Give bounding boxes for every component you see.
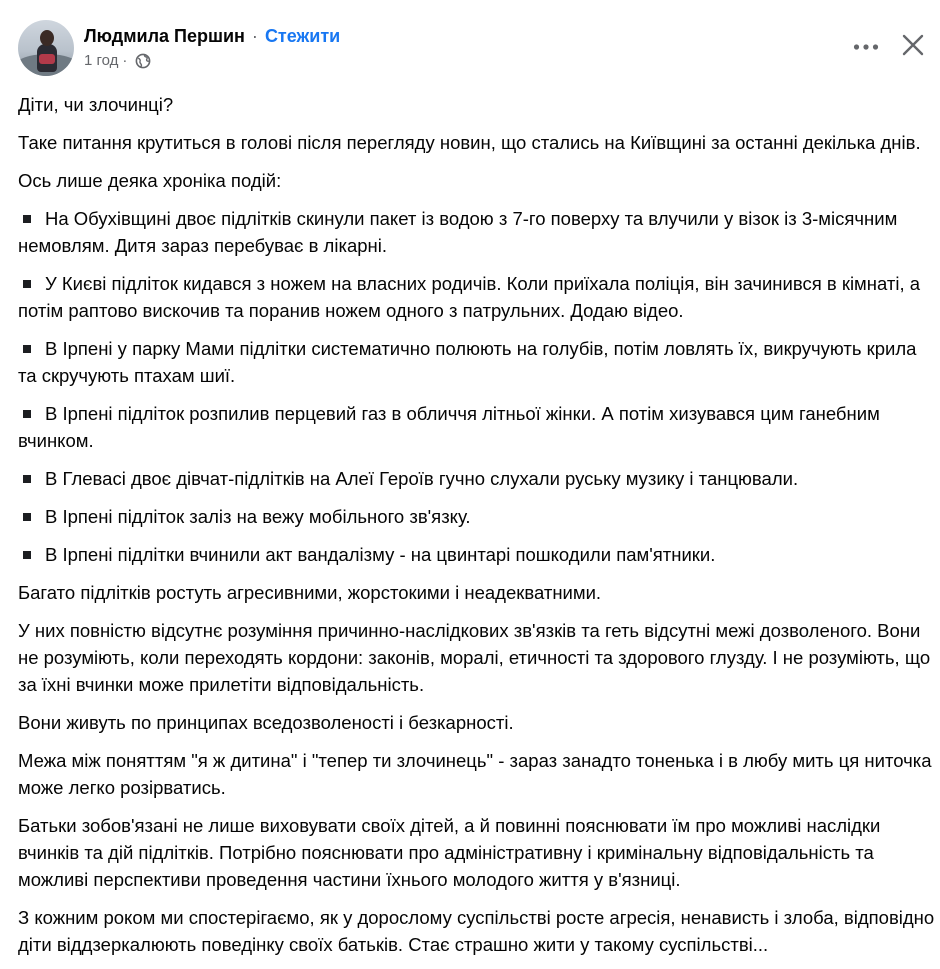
list-item-text: У Києві підліток кидався з ножем на власних родичів. Коли приїхала поліція, він зачинився в кімнаті, а потім раптово вискочив та поранив ножем одного з патрульних. Додаю відео. [18,273,921,321]
list-item-text: В Ірпені підліток заліз на вежу мобільного зв'язку. [45,506,471,527]
avatar-figure-head [40,30,54,46]
list-item [18,541,936,568]
bullet-square-icon [23,280,31,288]
meta-separator: · [122,52,128,69]
more-options-button[interactable] [848,32,884,62]
close-button[interactable] [896,30,930,64]
post-paragraph-5: У них повністю відсутнє розуміння причинно-наслідкових зв'язків та геть відсутні межі дозволеного. Вони не розуміють, коли переходять кордони: законів, моралі, етичності та здорового глузду. І не розуміють, що за їхні вчинки може прилетіти відповідальність. [18,620,931,695]
name-separator: · [251,26,258,46]
avatar-figure-scarf [39,54,55,64]
bullet-square-icon [23,513,31,521]
bullet-square-icon [23,551,31,559]
list-item-text: В Ірпені у парку Мами підлітки систематично полюють на голубів, потім ловлять їх, викручують крила та скручують птахам шиї. [18,338,917,386]
post-paragraph-8: Батьки зобов'язані не лише виховувати своїх дітей, а й повинні пояснювати їм про можливі наслідки вчинків та дій підлітків. Потрібно пояснювати про адміністративну і кримінальну відповідальність та можливі перспективи проведення частини їхнього молодого життя у в'язниці. [18,815,881,890]
author-line [84,24,340,48]
list-item-text: В Ірпені підлітки вчинили акт вандалізму - на цвинтарі пошкодили пам'ятники. [45,544,716,565]
post-paragraph-6: Вони живуть по принципах вседозволеності і безкарності. [18,712,514,733]
post-timestamp[interactable]: 1 год [84,52,119,69]
list-item-text: В Глевасі двоє дівчат-підлітків на Алеї Героїв гучно слухали руську музику і танцювали. [45,468,799,489]
avatar[interactable] [18,20,74,76]
list-item [18,465,936,492]
more-dots-icon [853,38,879,56]
list-item [18,205,936,259]
list-item [18,270,936,324]
bullet-square-icon [23,345,31,353]
follow-button[interactable]: Стежити [264,26,341,46]
bullet-square-icon [23,410,31,418]
post-paragraph-2: Таке питання крутиться в голові після перегляду новин, що стались на Київщині за останні декілька днів. [18,132,921,153]
post-paragraph-4: Багато підлітків ростуть агресивними, жорстокими і неадекватними. [18,582,602,603]
list-item-text: На Обухівщині двоє підлітків скинули пакет із водою з 7-го поверху та влучили у візок із 3-місячним немовлям. Дитя зараз перебуває в лікарні. [18,208,898,256]
post-paragraph-7: Межа між поняттям "я ж дитина" і "тепер ти злочинець" - зараз занадто тоненька і в любу мить ця ниточка може легко розірватись. [18,750,932,798]
globe-icon[interactable] [135,53,151,69]
close-icon [901,33,925,62]
bullet-square-icon [23,475,31,483]
list-item [18,503,936,530]
list-item [18,335,936,389]
list-item-text: В Ірпені підліток розпилив перцевий газ в обличчя літньої жінки. А потім хизувався цим ганебним вчинком. [18,403,880,451]
post-paragraph-3: Ось лише деяка хроніка подій: [18,170,282,191]
author-name[interactable]: Людмила Першин [84,26,245,46]
post-paragraph-9: З кожним роком ми спостерігаємо, як у дорослому суспільстві росте агресія, ненависть і злоба, відповідно діти віддзеркалюють поведінку своїх батьків. Стає страшно жити у такому суспільстві... [18,907,935,955]
list-item [18,400,936,454]
post-text [18,91,936,969]
post-paragraph-1: Діти, чи злочинці? [18,94,174,115]
post-meta [84,51,151,71]
post-header [18,20,928,80]
bullet-square-icon [23,215,31,223]
